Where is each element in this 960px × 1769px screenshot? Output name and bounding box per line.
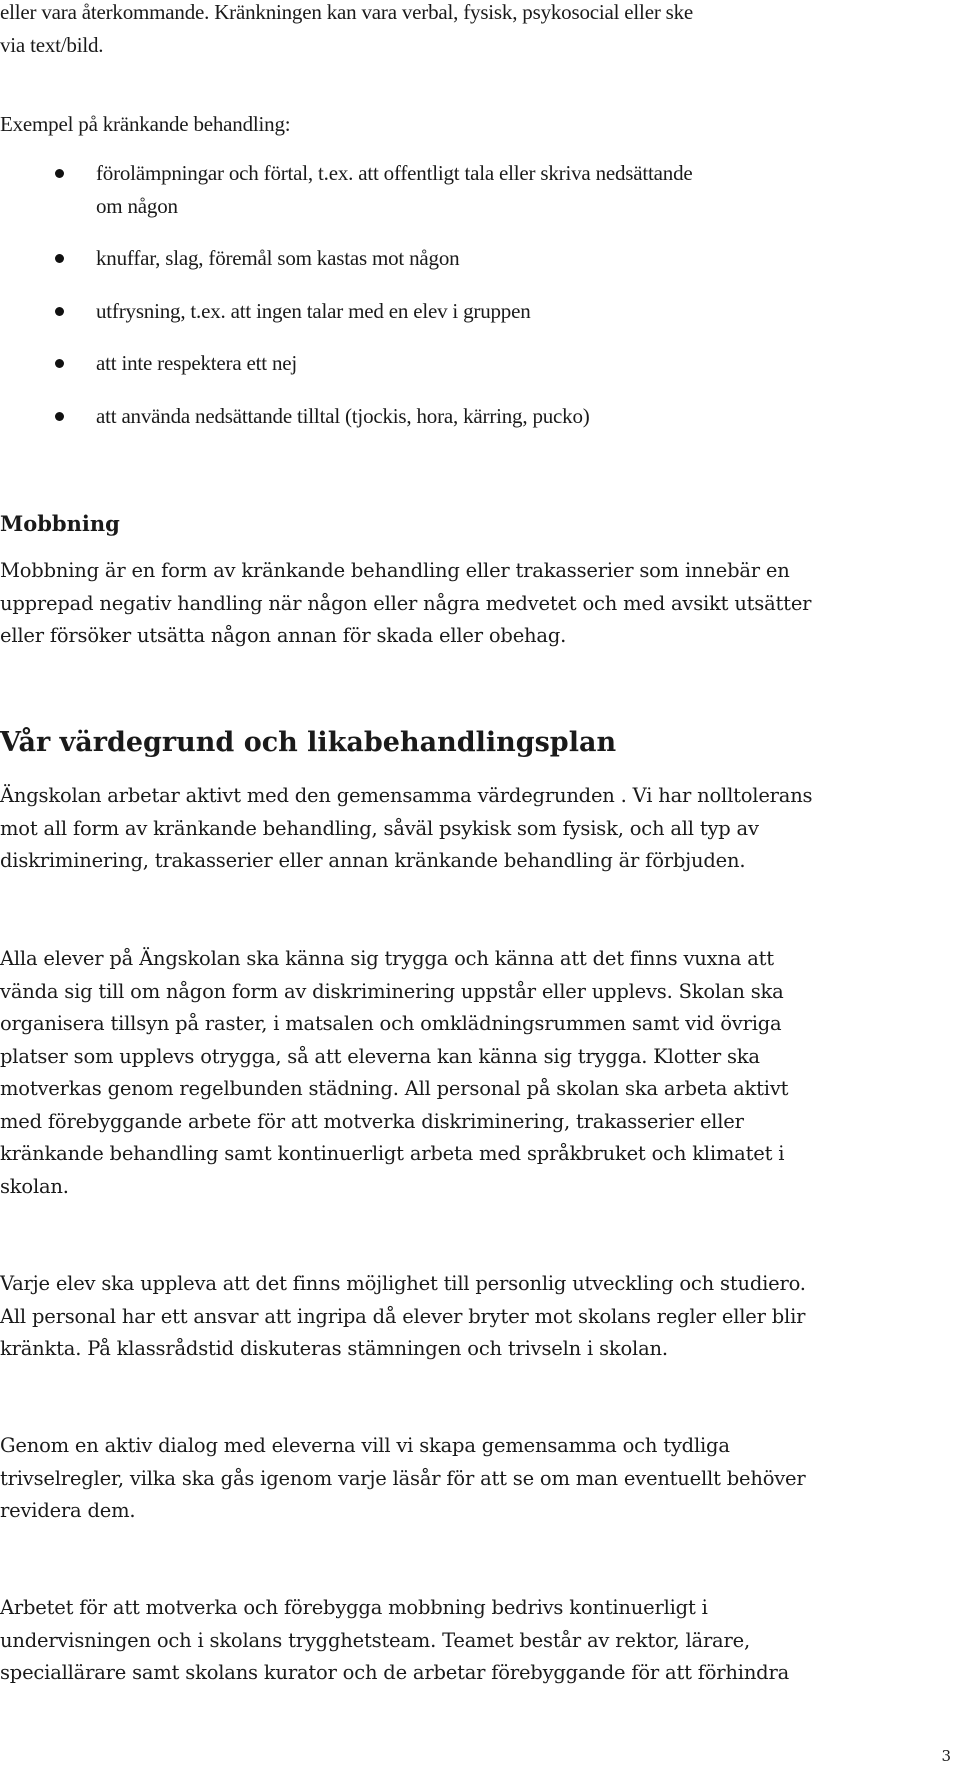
text-line: kränkande behandling samt kontinuerligt arbeta med språkbruket och klimatet i [0, 1142, 785, 1165]
text-line: Arbetet för att motverka och förebygga mobbning bedrivs kontinuerligt i [0, 1596, 708, 1619]
text-line: att inte respektera ett nej [96, 351, 298, 375]
text-line: upprepad negativ handling när någon eller några medvetet och med avsikt utsätter [0, 591, 812, 615]
text-line: via text/bild. [0, 32, 104, 57]
list-item [0, 242, 945, 275]
intro-paragraph [0, 0, 945, 61]
examples-list [0, 157, 945, 452]
vardegrund-paragraph-5 [0, 1592, 945, 1690]
text-line: om någon [96, 193, 178, 218]
page-number: 3 [941, 1747, 951, 1765]
text-line: platser som upplevs otrygga, så att eleverna kan känna sig trygga. Klotter ska [0, 1044, 760, 1068]
text-line: diskriminering, trakasserier eller annan kränkande behandling är förbjuden. [0, 849, 746, 872]
text-line: eller försöker utsätta någon annan för skada eller obehag. [0, 624, 567, 647]
list-item [0, 400, 945, 433]
text-line: att använda nedsättande tilltal (tjockis, hora, kärring, pucko) [96, 403, 590, 428]
bullet-icon [55, 307, 64, 316]
mobbning-paragraph [0, 555, 945, 653]
text-line: undervisningen och i skolans trygghetsteam. Teamet består av rektor, lärare, [0, 1628, 750, 1652]
examples-heading: Exempel på kränkande behandling: [0, 112, 291, 136]
vardegrund-paragraph-3 [0, 1268, 945, 1366]
text-line: trivselregler, vilka ska gås igenom varje läsår för att se om man eventuellt behöver [0, 1466, 806, 1490]
text-line: Mobbning är en form av kränkande behandling eller trakasserier som innebär en [0, 559, 790, 582]
text-line: eller vara återkommande. Kränkningen kan vara verbal, fysisk, psykosocial eller ske [0, 0, 694, 24]
text-line: organisera tillsyn på raster, i matsalen och omklädningsrummen samt vid övriga [0, 1012, 782, 1035]
text-line: revidera dem. [0, 1499, 136, 1522]
bullet-icon [55, 254, 64, 263]
bullet-icon [55, 169, 64, 178]
mobbning-heading: Mobbning [0, 511, 120, 536]
text-line: Varje elev ska uppleva att det finns möjlighet till personlig utveckling och studiero. [0, 1272, 806, 1295]
text-line: speciallärare samt skolans kurator och de arbetar förebyggande för att förhindra [0, 1661, 790, 1684]
list-item [0, 157, 945, 222]
bullet-icon [55, 359, 64, 368]
vardegrund-paragraph-4 [0, 1430, 945, 1528]
text-line: kränkta. På klassrådstid diskuteras stämningen och trivseln i skolan. [0, 1337, 668, 1360]
vardegrund-heading: Vår värdegrund och likabehandlingsplan [0, 727, 617, 758]
text-line: mot all form av kränkande behandling, såväl psykisk som fysisk, och all typ av [0, 816, 759, 840]
text-line: med förebyggande arbete för att motverka diskriminering, trakasserier eller [0, 1109, 744, 1133]
text-line: utfrysning, t.ex. att ingen talar med en elev i gruppen [96, 298, 531, 323]
text-line: skolan. [0, 1174, 69, 1198]
text-line: All personal har ett ansvar att ingripa då elever bryter mot skolans regler eller blir [0, 1304, 806, 1328]
list-item [0, 295, 945, 328]
vardegrund-paragraph-2 [0, 943, 945, 1203]
bullet-icon [55, 412, 64, 421]
text-line: vända sig till om någon form av diskriminering uppstår eller upplevs. Skolan ska [0, 979, 784, 1003]
text-line: Ängskolan arbetar aktivt med den gemensamma värdegrunden . Vi har nolltolerans [0, 784, 813, 807]
vardegrund-paragraph-1 [0, 780, 945, 878]
list-item [0, 347, 945, 380]
text-line: Alla elever på Ängskolan ska känna sig trygga och känna att det finns vuxna att [0, 947, 774, 970]
text-line: motverkas genom regelbunden städning. All personal på skolan ska arbeta aktivt [0, 1077, 789, 1100]
text-line: Genom en aktiv dialog med eleverna vill vi skapa gemensamma och tydliga [0, 1434, 730, 1457]
text-line: förolämpningar och förtal, t.ex. att offentligt tala eller skriva nedsättande [96, 161, 693, 185]
text-line: knuffar, slag, föremål som kastas mot någon [96, 246, 460, 270]
